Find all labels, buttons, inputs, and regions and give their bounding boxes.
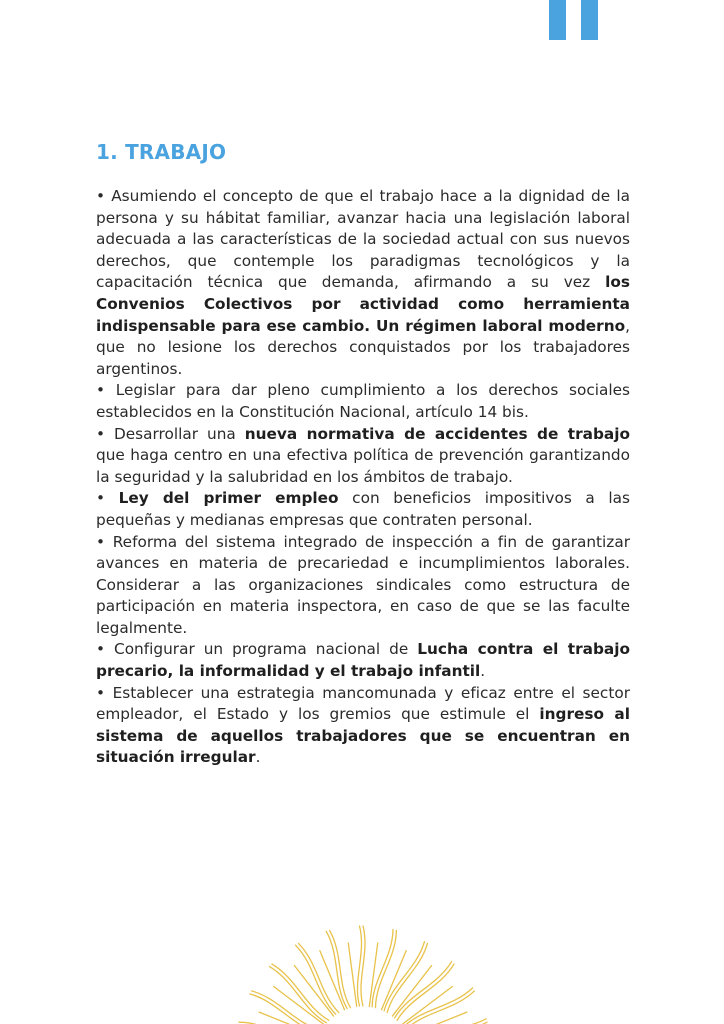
emphasis-segment: Lucha contra el trabajo precario, la informalidad y el trabajo infantil (96, 640, 630, 681)
emphasis-segment: ingreso al sistema de aquellos trabajadores que se encuentran en situación irregular (96, 705, 630, 767)
paragraph-constitucion (96, 380, 630, 423)
emphasis-segment: Ley del primer empleo (118, 489, 339, 508)
sun-ray (376, 930, 397, 1007)
paragraph-trabajo-precario (96, 639, 630, 682)
text-segment: . (480, 662, 486, 681)
text-segment: • Legislar para dar pleno cumplimiento a los derechos sociales establecidos en la Constitución Nacional, artículo 14 bis. (96, 381, 630, 421)
sun-ray (274, 986, 325, 1024)
sun-ray (330, 930, 351, 1007)
emphasis-segment: los Convenios Colectivos por actividad como herramienta indispensable para ese cambio. Un régimen laboral moderno (96, 273, 630, 335)
paragraph-estrategia (96, 683, 630, 769)
text-segment: • Asumiendo el concepto de que el trabajo hace a la dignidad de la persona y su hábitat familiar, avanzar hacia una legislación laboral adecuada a las características de la sociedad actual con sus nuevos derechos, que contemple los paradigmas tecnológicos y la capacitación técnica que demanda, afirmando a su vez (96, 187, 630, 292)
text-segment: • Configurar un programa nacional de (96, 640, 418, 659)
paragraph-primer-empleo (96, 488, 630, 531)
text-segment: • Desarrollar una (96, 424, 245, 443)
sun-ray (326, 931, 347, 1008)
text-segment: • (96, 489, 119, 508)
text-segment: , que no lesione los derechos conquistados por los trabajadores argentinos. (96, 316, 630, 378)
sun-ray (382, 951, 407, 1010)
sun-ray (348, 943, 356, 1006)
paragraph-accidentes (96, 424, 630, 489)
sun-ray (372, 930, 393, 1007)
sun-ray (296, 945, 336, 1014)
paragraph-inspeccion (96, 532, 630, 640)
text-segment: • Reforma del sistema integrado de inspección a fin de garantizar avances en materia de precariedad e incumplimientos laborales. Considerar a las organizaciones sindicales como estructura de participación en materia inspectora, en caso de que se las faculte legalmente. (96, 532, 630, 637)
text-segment: con beneficios impositivos a las pequeñas y medianas empresas que contraten personal. (96, 489, 631, 529)
section-body (96, 186, 630, 769)
bar-right (581, 0, 598, 40)
twin-bars-icon (549, 0, 601, 40)
text-segment: que haga centro en una efectiva política de prevención garantizando la seguridad y la salubridad en los ámbitos de trabajo. (96, 446, 630, 486)
section-title: 1. TRABAJO (96, 140, 227, 164)
sun-ray (320, 951, 345, 1010)
text-segment: • Establecer una estrategia mancomunada y eficaz entre el sector empleador, el Estado y los gremios que estimule el (96, 683, 630, 724)
sun-ray (403, 988, 473, 1024)
text-segment: . (255, 748, 261, 767)
sun-rays-icon (238, 904, 488, 1024)
emphasis-segment: nueva normativa de accidentes de trabajo (244, 424, 630, 443)
bar-left (549, 0, 566, 40)
paragraph-convenios (96, 186, 630, 380)
